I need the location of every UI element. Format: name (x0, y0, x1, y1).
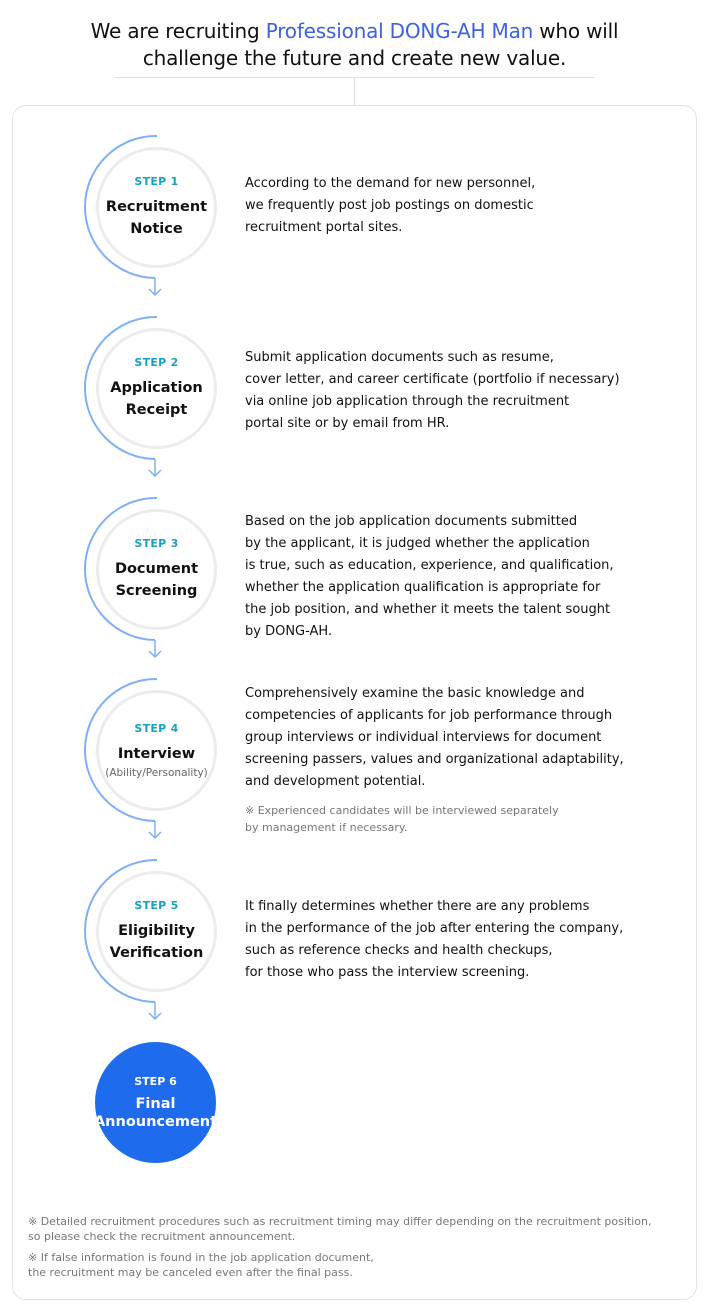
headline-connector (354, 77, 355, 105)
headline-text-before: We are recruiting (90, 19, 266, 43)
desc-line: It finally determines whether there are any problems (245, 899, 590, 914)
step-1-circle (96, 147, 217, 268)
desc-line: we frequently post job postings on domestic (245, 198, 534, 213)
step-2-label: STEP 2 (134, 356, 179, 369)
headline-line-1 (0, 18, 709, 45)
desc-line: screening passers, values and organizational adaptability, (245, 752, 624, 767)
headline-divider (115, 77, 595, 78)
desc-line: whether the application qualification is appropriate for (245, 580, 601, 595)
step-3-circle (96, 509, 217, 630)
step-5-circle (96, 871, 217, 992)
step-2-description (245, 347, 645, 435)
step-6-circle (95, 1042, 216, 1163)
step-4-title: Interview (117, 745, 196, 762)
step-4-note (245, 802, 645, 836)
note-line: ※ Experienced candidates will be interviewed separately (245, 804, 559, 817)
step-5-title-line-1: Eligibility (118, 923, 195, 939)
footnote-line: ※ If false information is found in the job application document, (28, 1251, 374, 1264)
headline-accent-text: Professional DONG-AH Man (265, 19, 534, 43)
step-1-title-line-1: Recruitment (105, 199, 208, 215)
headline-text-after: who will (533, 19, 619, 43)
step-1-label: STEP 1 (134, 175, 179, 188)
desc-line: by the applicant, it is judged whether the application (245, 536, 590, 551)
desc-line: via online job application through the recruitment (245, 394, 570, 409)
step-6-title-line-2: Announcement (93, 1113, 218, 1130)
desc-line: competencies of applicants for job performance through (245, 708, 613, 723)
desc-line: such as reference checks and health checkups, (245, 943, 553, 958)
step-2-title-line-2: Receipt (125, 402, 188, 418)
desc-line: is true, such as education, experience, and qualification, (245, 558, 614, 573)
step-5-description (245, 896, 645, 984)
step-2-circle (96, 328, 217, 449)
footnote-1 (28, 1214, 678, 1244)
page-headline (0, 18, 709, 72)
step-6-title-line-1: Final (135, 1095, 176, 1112)
desc-line: by DONG-AH. (245, 624, 333, 639)
desc-line: and development potential. (245, 774, 426, 789)
desc-line: Submit application documents such as resume, (245, 350, 554, 365)
desc-line: cover letter, and career certificate (portfolio if necessary) (245, 372, 620, 387)
footnote-line: the recruitment may be canceled even after the final pass. (28, 1266, 353, 1279)
footnote-line: ※ Detailed recruitment procedures such as recruitment timing may differ depending on the recruitment position, (28, 1215, 652, 1228)
desc-line: Based on the job application documents submitted (245, 514, 578, 529)
step-6-label: STEP 6 (134, 1074, 177, 1088)
desc-line: in the performance of the job after entering the company, (245, 921, 624, 936)
step-3-title-line-1: Document (114, 561, 199, 577)
step-3-title-line-2: Screening (115, 583, 198, 599)
step-2-title-line-1: Application (110, 380, 203, 396)
step-5-title-line-2: Verification (109, 945, 204, 961)
step-4-label: STEP 4 (134, 721, 179, 735)
desc-line: According to the demand for new personnel, (245, 176, 536, 191)
desc-line: recruitment portal sites. (245, 220, 403, 235)
footnote-line: so please check the recruitment announcement. (28, 1230, 296, 1243)
step-4-circle (96, 690, 217, 811)
desc-line: the job position, and whether it meets the talent sought (245, 602, 611, 617)
step-3-label: STEP 3 (134, 537, 179, 550)
step-3-description (245, 511, 645, 643)
desc-line: Comprehensively examine the basic knowledge and (245, 686, 585, 701)
desc-line: portal site or by email from HR. (245, 416, 450, 431)
headline-line-2: challenge the future and create new value. (142, 46, 567, 70)
step-4-subtitle: (Ability/Personality) (105, 766, 208, 779)
desc-line: for those who pass the interview screening. (245, 965, 530, 980)
desc-line: group interviews or individual interviews for document (245, 730, 602, 745)
step-1-description (245, 173, 645, 239)
footnote-2 (28, 1250, 678, 1280)
step-4-description (245, 683, 645, 793)
note-line: by management if necessary. (245, 821, 408, 834)
step-5-label: STEP 5 (134, 899, 179, 912)
step-1-title-line-2: Notice (130, 221, 183, 237)
